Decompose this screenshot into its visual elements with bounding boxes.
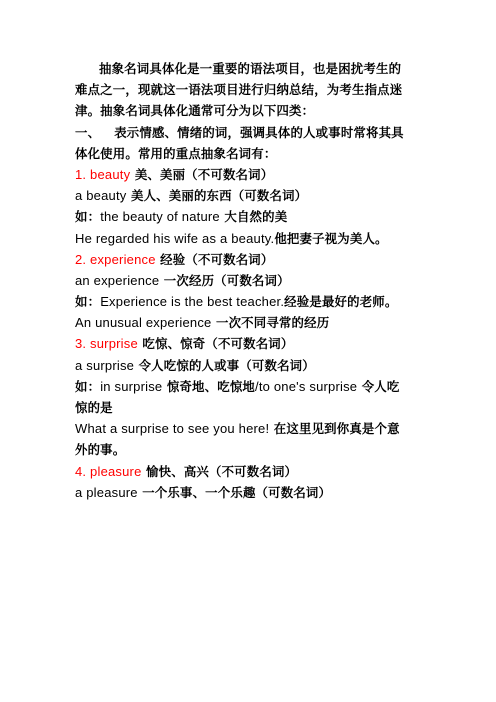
item-3-countable: a surprise 令人吃惊的人或事（可数名词） <box>75 357 315 373</box>
item-2-label: 2. experience <box>75 251 156 267</box>
item-2-title: 2. experience 经验（不可数名词） <box>75 251 274 267</box>
item-1-example-2: He regarded his wife as a beauty.他把妻子视为美人。 <box>75 230 388 246</box>
intro-line-2: 难点之一，现就这一语法项目进行归纳总结，为考生指点迷 <box>75 82 403 98</box>
item-3-title: 3. surprise 吃惊、惊奇（不可数名词） <box>75 336 294 352</box>
item-3-label: 3. surprise <box>75 336 138 352</box>
item-4-countable: a pleasure 一个乐事、一个乐趣（可数名词） <box>75 484 332 500</box>
item-4-title: 4. pleasure 愉快、高兴（不可数名词） <box>75 463 298 479</box>
item-4-label: 4. pleasure <box>75 463 142 479</box>
intro-line-1: 抽象名词具体化是一重要的语法项目，也是困扰考生的 <box>99 61 402 76</box>
item-3-example-2: What a surprise to see you here! 在这里见到你真是个意 <box>75 421 400 437</box>
document-body <box>75 58 427 503</box>
item-3-example-2-cont: 外的事。 <box>75 442 126 458</box>
item-2-countable: an experience 一次经历（可数名词） <box>75 272 290 288</box>
item-2-example-2: An unusual experience 一次不同寻常的经历 <box>75 315 330 331</box>
item-2-example: 如：Experience is the best teacher.经验是最好的老师。 <box>75 294 398 310</box>
item-1-label: 1. beauty <box>75 166 131 182</box>
section-heading-1-cont: 体化使用。常用的重点抽象名词有： <box>75 145 277 161</box>
item-1-countable: a beauty 美人、美丽的东西（可数名词） <box>75 188 308 204</box>
item-1-example: 如：the beauty of nature 大自然的美 <box>75 209 288 225</box>
item-3-example: 如：in surprise 惊奇地、吃惊地/to one's surprise 令人吃 <box>75 378 400 394</box>
intro-line-3: 津。抽象名词具体化通常可分为以下四类： <box>75 103 315 119</box>
item-1-title: 1. beauty 美、美丽（不可数名词） <box>75 166 274 182</box>
item-3-example-cont: 惊的是 <box>75 400 113 415</box>
section-heading-1: 一、 表示情感、情绪的词，强调具体的人或事时常将其具 <box>75 124 404 140</box>
